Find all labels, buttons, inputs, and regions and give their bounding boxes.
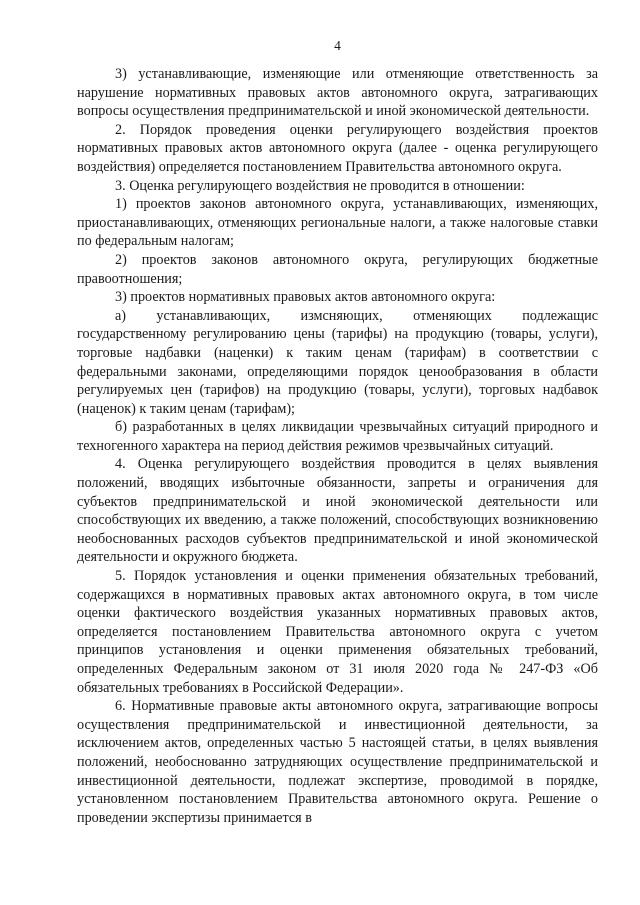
paragraph-8: б) разработанных в целях ликвидации чрезвычайных ситуаций природного и техногенного характера на период действия режимов чрезвычайных ситуаций.: [77, 419, 598, 454]
paragraph-9: 4. Оценка регулирующего воздействия проводится в целях выявления положений, вводящих избыточные обязанности, запреты и ограничения для субъектов предпринимательской и иной экономической деятельности или способствующих их введению, а также положений, способствующих возникновению необоснованных расходов субъектов предпринимательской и иной экономической деятельности и окружного бюджета.: [77, 456, 598, 566]
paragraph-2: 2. Порядок проведения оценки регулирующего воздействия проектов нормативных правовых актов автономного округа (далее - оценка регулирующего воздействия) определяется постановлением Правительства автономного округа.: [77, 121, 598, 175]
paragraph-3: 3. Оценка регулирующего воздействия не проводится в отношении:: [115, 177, 525, 194]
page-number: 4: [334, 38, 341, 53]
paragraph-7: а) устанавливающих, измсняющих, отменяющих подлежащис государственному регулированию цены (тарифы) на продукцию (товары, услуги), торговые надбавки (наценки) к таким ценам (тарифам) в соответствии с федеральными законами, определяющими порядок ценообразования в области регулируемых цен (тарифов) на продукцию (товары, услуги), торговых надбавок (наценок) к таким ценам (тарифам);: [77, 307, 598, 417]
paragraph-6: 3) проектов нормативных правовых актов автономного округа:: [115, 289, 496, 306]
paragraph-1: 3) устанавливающие, изменяющие или отменяющие ответственность за нарушение нормативных правовых актов автономного округа, затрагивающих вопросы осуществления предпринимательской и иной экономической деятельности.: [77, 66, 598, 120]
paragraph-11: 6. Нормативные правовые акты автономного округа, затрагивающие вопросы осуществления предпринимательской и инвестиционной деятельности, за исключением актов, определенных частью 5 настоящей статьи, в целях выявления положений, необоснованно затрудняющих осуществление предпринимательской и инвестиционной деятельности, подлежат экспертизе, проводимой в порядке, установленном постановлением Правительства автономного округа. Решение о проведении экспертизы принимается в: [77, 698, 598, 826]
paragraph-4: 1) проектов законов автономного округа, устанавливающих, изменяющих, приостанавливающих, отменяющих региональные налоги, а также налоговые ставки по федеральным налогам;: [77, 196, 598, 250]
paragraph-10: 5. Порядок установления и оценки применения обязательных требований, содержащихся в нормативных правовых актах автономного округа, в том числе оценки фактического воздействия указанных нормативных правовых актов, определяется постановлением Правительства автономного округа с учетом принципов установления и оценки применения обязательных требований, определенных Федеральным законом от 31 июля 2020 года № 247-ФЗ «Об обязательных требованиях в Российской Федерации».: [77, 568, 598, 696]
paragraph-5: 2) проектов законов автономного округа, регулирующих бюджетные правоотношения;: [77, 251, 598, 287]
